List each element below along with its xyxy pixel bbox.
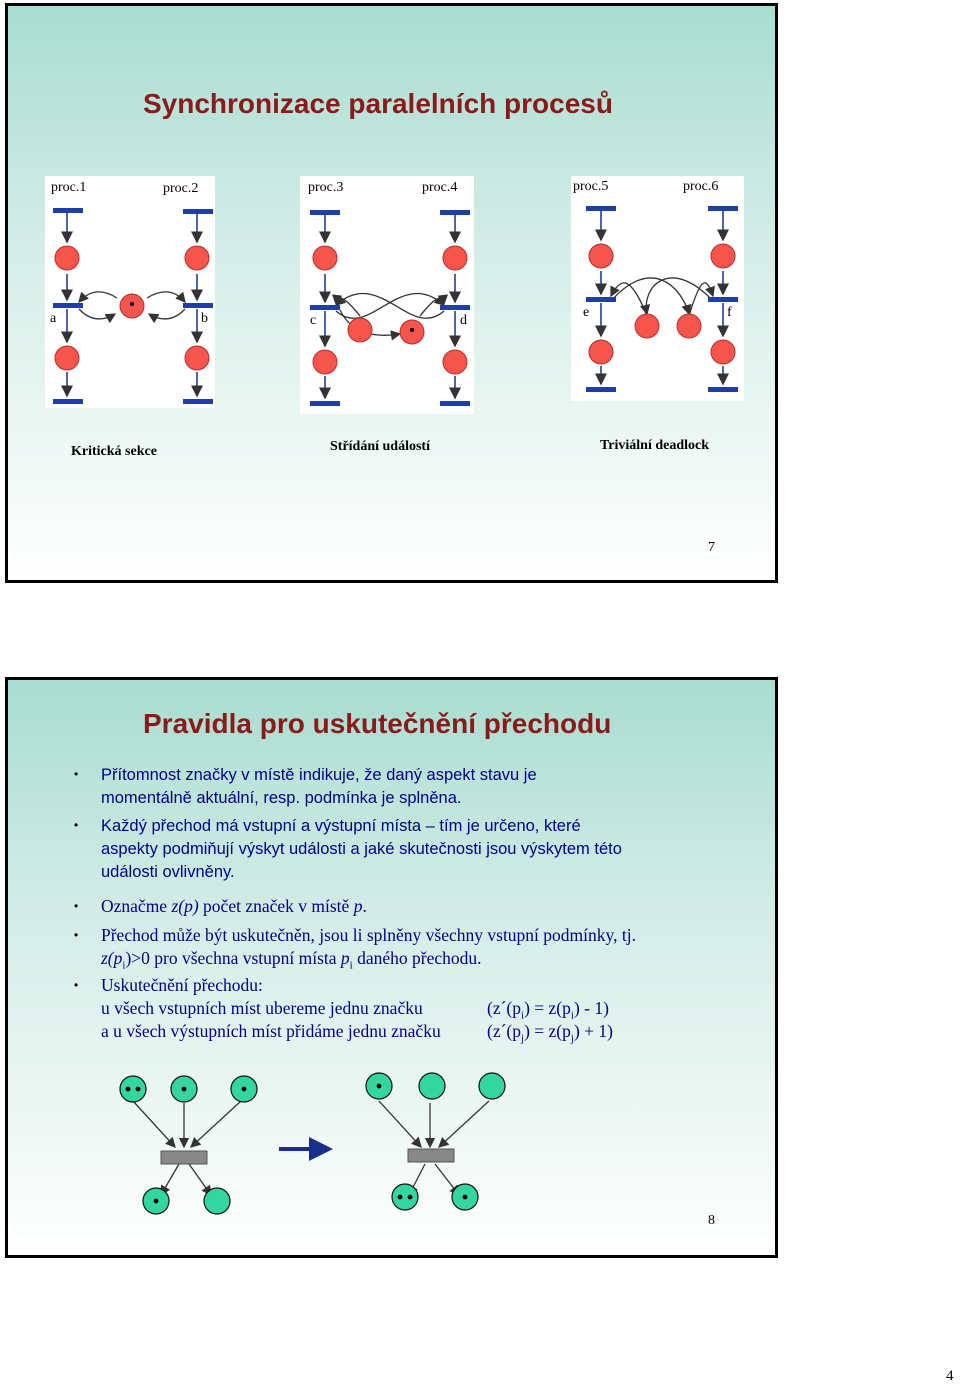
bullet-2	[101, 815, 622, 884]
proc-label-right: proc.2	[163, 181, 199, 196]
transition-label-left: c	[310, 313, 317, 328]
bullet-5-line-1: Uskutečnění přechodu:	[101, 975, 263, 995]
transition-label-right: b	[201, 311, 208, 326]
caption-deadlock: Triviální deadlock	[600, 438, 710, 453]
bullet-5	[101, 974, 613, 1045]
proc-label-left: proc.1	[51, 180, 87, 195]
bullet-dot: •	[74, 899, 79, 913]
proc-label-left: proc.3	[308, 180, 344, 195]
petri-net-deadlock	[571, 176, 744, 401]
bullet-1-line-2: momentálně aktuální, resp. podmínka je splněna.	[101, 789, 462, 807]
slide-title: Pravidla pro uskutečnění přechodu	[143, 708, 612, 739]
transition-label-left: a	[50, 311, 57, 326]
proc-label-left: proc.5	[573, 179, 609, 194]
bullet-4-line-1: Přechod může být uskutečněn, jsou li splněny všechny vstupní podmínky, tj.	[101, 925, 636, 945]
bullet-5-line-3: a u všech výstupních míst přidáme jednu značku $(z´(p_j) = z(p_j) + 1)$	[101, 1021, 613, 1045]
bullet-2-line-1: Každý přechod má vstupní a výstupní místa – tím je určeno, které	[101, 817, 581, 835]
petri-net-alternating-events	[300, 176, 474, 414]
caption-alternating-events: Střídání událostí	[330, 439, 430, 454]
bullet-5-line-2: u všech vstupních míst ubereme jednu značku $(z´(p_i) = z(p_i) - 1)$	[101, 998, 609, 1022]
slide-number: 7	[708, 540, 715, 555]
proc-label-right: proc.4	[422, 180, 458, 195]
petri-net-critical-section	[45, 176, 215, 408]
bullet-1	[101, 764, 537, 810]
slide-title: Synchronizace paralelních procesů	[143, 88, 613, 119]
bullet-3: Označme z(p) počet značek v místě p.	[101, 896, 367, 916]
bullet-4	[101, 924, 636, 978]
slide-pravidla	[5, 677, 778, 1258]
bullet-1-line-1: Přítomnost značky v místě indikuje, že daný aspekt stavu je	[101, 766, 537, 784]
bullet-dot: •	[74, 767, 79, 781]
slide-synchronizace	[5, 3, 778, 583]
proc-label-right: proc.6	[683, 179, 719, 194]
bullet-2-line-2: aspekty podmiňují výskyt události a jaké skutečnosti jsou výskytem této	[101, 840, 622, 858]
transition-label-right: d	[460, 313, 467, 328]
transition-label-right: f	[727, 305, 732, 320]
caption-critical-section: Kritická sekce	[71, 444, 157, 459]
page-number: 4	[946, 1368, 954, 1384]
bullet-2-line-3: události ovlivněny.	[101, 863, 235, 881]
bullet-dot: •	[74, 928, 79, 942]
bullet-4-line-2: $z(p_i)>0$ pro všechna vstupní místa $p_i$ daného přechodu.	[101, 948, 482, 972]
bullet-dot: •	[74, 818, 79, 832]
bullet-dot: •	[74, 978, 79, 992]
slide-number: 8	[708, 1213, 715, 1228]
transition-label-left: e	[583, 305, 590, 320]
transition-firing-diagram	[103, 1063, 523, 1233]
